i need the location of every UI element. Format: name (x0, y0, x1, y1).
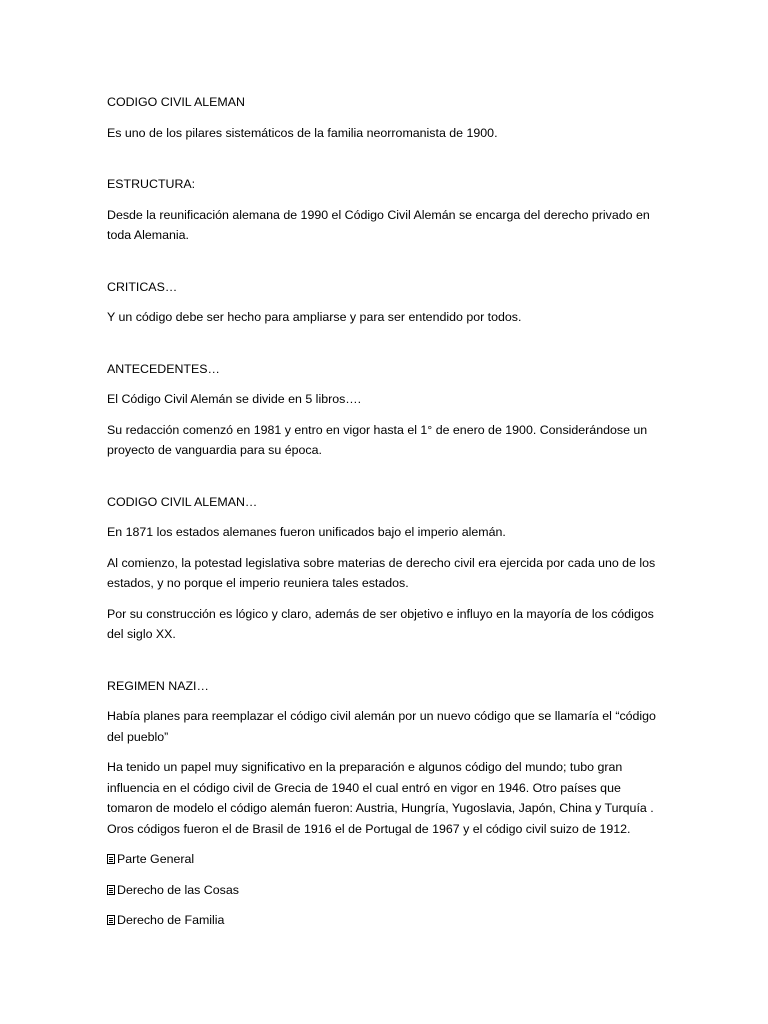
paragraph-codigo-ampliarse: Y un código debe ser hecho para ampliarse y para ser entendido por todos. (107, 310, 522, 324)
list-item (107, 880, 667, 901)
paragraph-construccion: Por su construcción es lógico y claro, además de ser objetivo e influyo en la mayoría de los códigos del siglo XX. (107, 606, 654, 641)
section-heading-codigo-civil-aleman: CODIGO CIVIL ALEMAN (107, 95, 245, 109)
section-heading-estructura: ESTRUCTURA: (107, 177, 196, 191)
list-item-label: Derecho de Familia (117, 913, 225, 927)
section-heading-criticas: CRITICAS… (107, 279, 178, 294)
document-page (107, 92, 667, 939)
paragraph-pilares: Es uno de los pilares sistemáticos de la familia neorromanista de 1900. (107, 125, 498, 140)
section-heading-codigo-civil-aleman-2: CODIGO CIVIL ALEMAN… (107, 494, 258, 509)
bullet-box-icon (107, 885, 115, 895)
list-item (107, 849, 667, 870)
paragraph-redaccion: Su redacción comenzó en 1981 y entro en vigor hasta el 1° de enero de 1900. Considerándose un proyecto de vanguardia para su época. (107, 422, 648, 457)
paragraph-1871: En 1871 los estados alemanes fueron unificados bajo el imperio alemán. (107, 525, 506, 539)
paragraph-cinco-libros: El Código Civil Alemán se divide en 5 libros…. (107, 392, 362, 406)
paragraph-codigo-del-pueblo: Había planes para reemplazar el código civil alemán por un nuevo código que se llamaría el “código del pueblo” (107, 709, 656, 744)
list-item-label: Parte General (117, 852, 195, 866)
list-item-label: Derecho de las Cosas (117, 882, 239, 897)
section-heading-antecedentes: ANTECEDENTES… (107, 361, 220, 376)
list-item (107, 910, 667, 931)
paragraph-potestad: Al comienzo, la potestad legislativa sobre materias de derecho civil era ejercida por cada uno de los estados, y no porque el imperio reuniera tales estados. (107, 555, 656, 590)
bullet-box-icon (107, 915, 115, 925)
paragraph-reunificacion: Desde la reunificación alemana de 1990 el Código Civil Alemán se encarga del derecho privado en toda Alemania. (107, 207, 650, 242)
section-heading-regimen-nazi: REGIMEN NAZI… (107, 678, 209, 693)
paragraph-papel-significativo: Ha tenido un papel muy significativo en la preparación e algunos código del mundo; tubo gran influencia en el código civil de Grecia de 1940 el cual entró en vigor en 1946. Otro países que tomaron de modelo el código alemán fueron: Austria, Hungría, Yugoslavia, Japón, China y Turquía . Oros códigos fueron el de Brasil de 1916 el de Portugal de 1967 y el código civil suizo de 1912. (107, 760, 654, 836)
bullet-box-icon (107, 854, 115, 864)
